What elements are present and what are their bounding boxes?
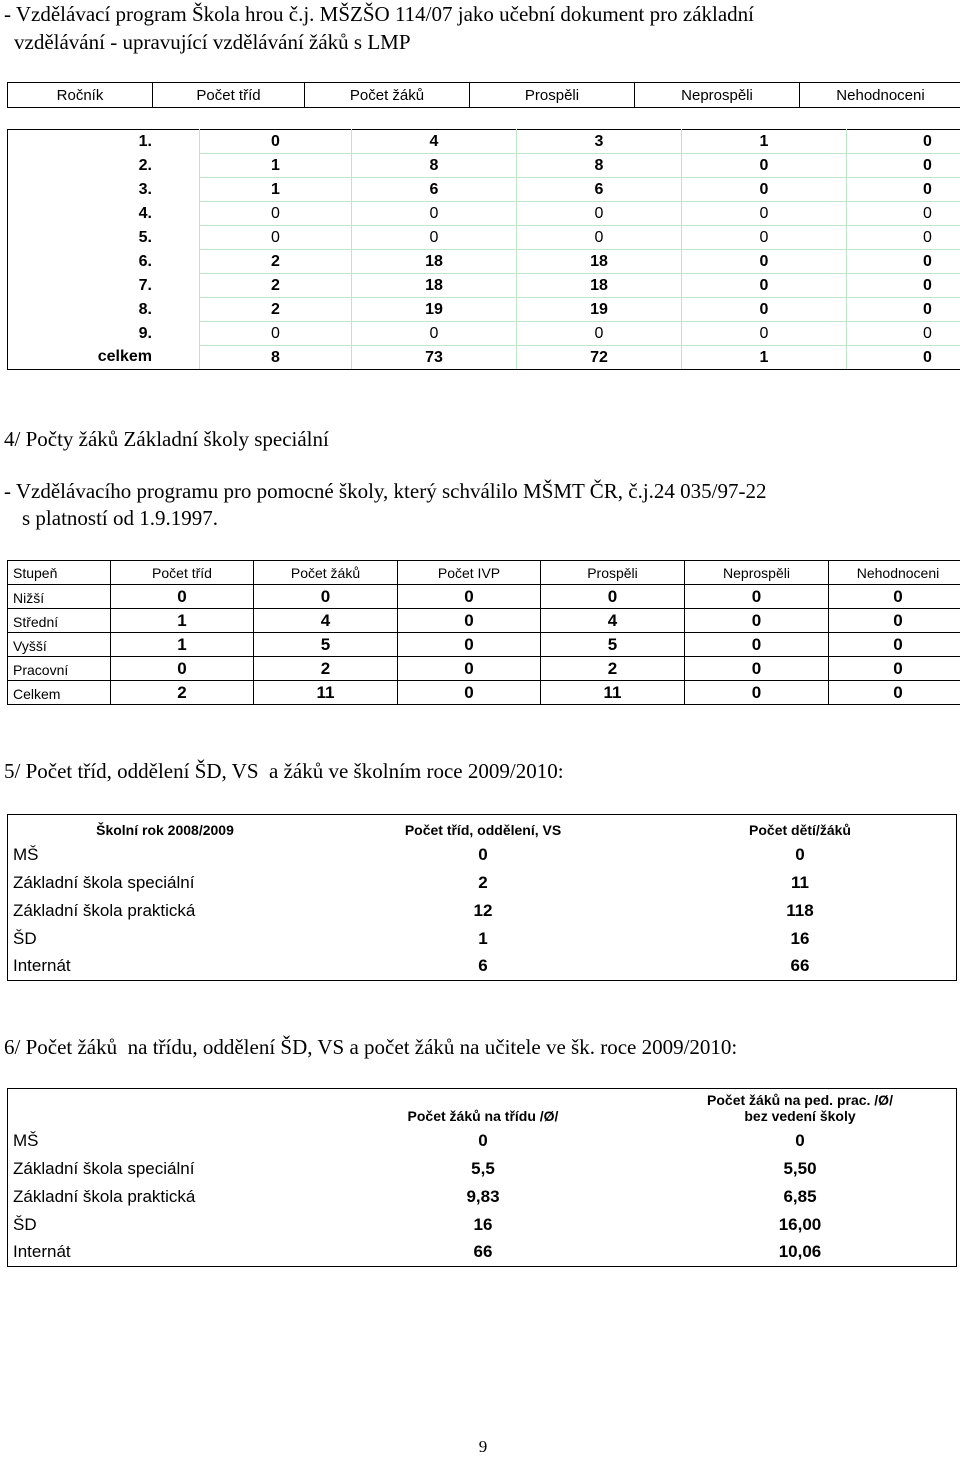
cell-value: 0 bbox=[200, 226, 352, 250]
cell-value: 0 bbox=[352, 226, 517, 250]
cell-value: 0 bbox=[682, 154, 847, 178]
cell-value: 0 bbox=[847, 298, 960, 322]
column-header bbox=[644, 1089, 957, 1127]
column-header: Nehodnoceni bbox=[800, 83, 960, 108]
count-rows bbox=[8, 841, 957, 981]
row-label: Základní škola speciální bbox=[13, 872, 195, 892]
row-label: 3. bbox=[8, 178, 200, 202]
cell-value: 8 bbox=[352, 154, 517, 178]
cell-value: 5 bbox=[541, 633, 685, 657]
table-row bbox=[8, 841, 957, 869]
special-rows bbox=[8, 585, 960, 705]
row-label: ŠD bbox=[13, 928, 37, 948]
cell-value: 1 bbox=[111, 633, 254, 657]
cell-value: 19 bbox=[352, 298, 517, 322]
cell-value: 0 bbox=[685, 633, 829, 657]
cell-value: 0 bbox=[517, 322, 682, 346]
header-per-class: Počet žáků na třídu /Ø/ bbox=[407, 1107, 559, 1124]
cell-value: 3 bbox=[517, 130, 682, 154]
cell-value: 2 bbox=[200, 274, 352, 298]
cell-value: 1 bbox=[682, 346, 847, 370]
column-header bbox=[322, 1089, 644, 1127]
table-row bbox=[8, 897, 957, 925]
row-label: Internát bbox=[13, 1242, 71, 1262]
cell-value: 6 bbox=[517, 178, 682, 202]
section-6-heading: 6/ Počet žáků na třídu, oddělení ŠD, VS a počet žáků na učitele ve šk. roce 2009/2010: bbox=[4, 1035, 738, 1059]
section-5-heading: 5/ Počet tříd, oddělení ŠD, VS a žáků ve školním roce 2009/2010: bbox=[4, 759, 564, 783]
row-label: 4. bbox=[8, 202, 200, 226]
cell-value: 4 bbox=[254, 609, 398, 633]
row-label: Vyšší bbox=[8, 633, 111, 657]
row-label: celkem bbox=[8, 346, 200, 370]
intro-line-2: vzdělávání - upravující vzdělávání žáků s LMP bbox=[14, 30, 411, 54]
cell-value: 0 bbox=[352, 202, 517, 226]
cell-value: 2 bbox=[111, 681, 254, 705]
cell-value: 0 bbox=[847, 346, 960, 370]
row-label: Střední bbox=[8, 609, 111, 633]
cell-value: 66 bbox=[790, 956, 810, 976]
cell-value: 18 bbox=[517, 274, 682, 298]
lmp-header-table bbox=[7, 82, 960, 108]
cell-value: 12 bbox=[473, 900, 493, 920]
header-row bbox=[8, 83, 960, 108]
header-row bbox=[8, 815, 957, 841]
cell-value: 0 bbox=[517, 202, 682, 226]
column-header: Školní rok 2008/2009 bbox=[96, 821, 234, 838]
cell-value: 0 bbox=[847, 226, 960, 250]
cell-value: 2 bbox=[541, 657, 685, 681]
row-label: 2. bbox=[8, 154, 200, 178]
row-label: ŠD bbox=[13, 1214, 37, 1234]
table-row bbox=[8, 298, 960, 322]
cell-value: 19 bbox=[517, 298, 682, 322]
cell-value: 0 bbox=[200, 322, 352, 346]
cell-value: 0 bbox=[200, 130, 352, 154]
cell-value: 1 bbox=[682, 130, 847, 154]
cell-value: 0 bbox=[682, 226, 847, 250]
cell-value: 9,83 bbox=[466, 1186, 500, 1206]
cell-value: 6 bbox=[478, 956, 488, 976]
cell-value: 11 bbox=[541, 681, 685, 705]
column-header: Ročník bbox=[8, 83, 153, 108]
table-row bbox=[8, 609, 960, 633]
column-header: Stupeň bbox=[8, 561, 111, 585]
cell-value: 72 bbox=[517, 346, 682, 370]
table-row bbox=[8, 869, 957, 897]
table-row bbox=[8, 681, 960, 705]
cell-value: 0 bbox=[829, 585, 960, 609]
table-row bbox=[8, 322, 960, 346]
cell-value: 18 bbox=[517, 250, 682, 274]
table-row bbox=[8, 585, 960, 609]
header-per-teacher-line-1: Počet žáků na ped. prac. /Ø/ bbox=[707, 1091, 893, 1108]
cell-value: 0 bbox=[254, 585, 398, 609]
class-count-grid bbox=[7, 814, 957, 981]
header-per-teacher-line-2: bez vedení školy bbox=[744, 1107, 856, 1124]
lmp-data-table bbox=[7, 129, 960, 370]
table-row bbox=[8, 250, 960, 274]
cell-value: 0 bbox=[111, 657, 254, 681]
row-label: Internát bbox=[13, 956, 71, 976]
row-label: 8. bbox=[8, 298, 200, 322]
cell-value: 18 bbox=[352, 274, 517, 298]
ratio-grid bbox=[7, 1088, 957, 1267]
header-blank-cell bbox=[8, 1089, 323, 1127]
cell-value: 6,85 bbox=[783, 1186, 817, 1206]
table-row bbox=[8, 130, 960, 154]
cell-value: 118 bbox=[786, 900, 814, 920]
row-label: Základní škola speciální bbox=[13, 1158, 195, 1178]
cell-value: 73 bbox=[352, 346, 517, 370]
column-header: Počet tříd, oddělení, VS bbox=[404, 821, 562, 838]
cell-value: 0 bbox=[685, 657, 829, 681]
column-header: Počet tříd bbox=[111, 561, 254, 585]
cell-value: 5,50 bbox=[783, 1158, 817, 1178]
cell-value: 0 bbox=[682, 322, 847, 346]
table-row bbox=[8, 657, 960, 681]
row-label: 7. bbox=[8, 274, 200, 298]
cell-value: 16,00 bbox=[778, 1214, 822, 1234]
ratio-table bbox=[7, 1088, 955, 1267]
lmp-table-body bbox=[7, 129, 955, 370]
lmp-header-group bbox=[8, 83, 960, 108]
table-row bbox=[8, 1183, 957, 1211]
cell-value: 0 bbox=[847, 154, 960, 178]
column-header: Počet žáků bbox=[305, 83, 470, 108]
cell-value: 0 bbox=[847, 250, 960, 274]
row-label: MŠ bbox=[13, 844, 39, 864]
cell-value: 0 bbox=[829, 657, 960, 681]
cell-value: 0 bbox=[685, 609, 829, 633]
cell-value: 0 bbox=[795, 1130, 805, 1150]
table-row bbox=[8, 925, 957, 953]
table-row bbox=[8, 633, 960, 657]
cell-value: 2 bbox=[200, 298, 352, 322]
table-row bbox=[8, 953, 957, 981]
cell-value: 0 bbox=[829, 609, 960, 633]
cell-value: 4 bbox=[352, 130, 517, 154]
cell-value: 16 bbox=[473, 1214, 493, 1234]
column-header: Nehodnoceni bbox=[829, 561, 960, 585]
cell-value: 0 bbox=[478, 1130, 488, 1150]
cell-value: 0 bbox=[847, 322, 960, 346]
table-row bbox=[8, 1155, 957, 1183]
cell-value: 11 bbox=[791, 872, 809, 892]
cell-value: 0 bbox=[398, 609, 541, 633]
row-label: Celkem bbox=[8, 681, 111, 705]
cell-value: 2 bbox=[478, 872, 488, 892]
cell-value: 0 bbox=[398, 633, 541, 657]
cell-value: 0 bbox=[682, 250, 847, 274]
cell-value: 0 bbox=[352, 322, 517, 346]
cell-value: 0 bbox=[517, 226, 682, 250]
lmp-rows bbox=[8, 130, 960, 370]
row-label: Základní škola praktická bbox=[13, 1186, 196, 1206]
class-count-table bbox=[7, 814, 955, 981]
cell-value: 18 bbox=[352, 250, 517, 274]
cell-value: 4 bbox=[541, 609, 685, 633]
row-label: Pracovní bbox=[8, 657, 111, 681]
cell-value: 16 bbox=[790, 928, 810, 948]
page-number: 9 bbox=[478, 1437, 488, 1456]
header-row bbox=[8, 1089, 957, 1127]
lmp-table-header bbox=[7, 82, 955, 108]
header-row bbox=[8, 561, 960, 585]
column-header: Neprospěli bbox=[635, 83, 800, 108]
cell-value: 11 bbox=[254, 681, 398, 705]
cell-value: 1 bbox=[478, 928, 488, 948]
cell-value: 8 bbox=[200, 346, 352, 370]
cell-value: 0 bbox=[398, 585, 541, 609]
cell-value: 0 bbox=[111, 585, 254, 609]
cell-value: 0 bbox=[398, 681, 541, 705]
cell-value: 0 bbox=[541, 585, 685, 609]
row-label: 5. bbox=[8, 226, 200, 250]
cell-value: 0 bbox=[398, 657, 541, 681]
cell-value: 0 bbox=[682, 202, 847, 226]
column-header: Počet dětí/žáků bbox=[749, 821, 851, 838]
cell-value: 0 bbox=[847, 130, 960, 154]
special-header-group bbox=[8, 561, 960, 585]
cell-value: 5,5 bbox=[471, 1158, 495, 1178]
column-header: Počet tříd bbox=[153, 83, 305, 108]
cell-value: 0 bbox=[682, 274, 847, 298]
cell-value: 0 bbox=[682, 298, 847, 322]
cell-value: 0 bbox=[682, 178, 847, 202]
cell-value: 6 bbox=[352, 178, 517, 202]
table-row bbox=[8, 274, 960, 298]
row-label: Základní škola praktická bbox=[13, 900, 196, 920]
column-header: Počet žáků bbox=[254, 561, 398, 585]
table-row bbox=[8, 1127, 957, 1155]
cell-value: 66 bbox=[473, 1242, 493, 1262]
cell-value: 2 bbox=[254, 657, 398, 681]
cell-value: 0 bbox=[847, 274, 960, 298]
row-label: 1. bbox=[8, 130, 200, 154]
table-row bbox=[8, 154, 960, 178]
table-row bbox=[8, 178, 960, 202]
row-label: 6. bbox=[8, 250, 200, 274]
special-school-table bbox=[7, 560, 955, 705]
special-school-grid bbox=[7, 560, 960, 705]
cell-value: 1 bbox=[111, 609, 254, 633]
row-label: MŠ bbox=[13, 1130, 39, 1150]
column-header: Počet IVP bbox=[398, 561, 541, 585]
cell-value: 0 bbox=[685, 681, 829, 705]
section-4-heading: 4/ Počty žáků Základní školy speciální bbox=[4, 427, 329, 451]
table-row bbox=[8, 346, 960, 370]
cell-value: 10,06 bbox=[778, 1242, 822, 1262]
cell-value: 0 bbox=[795, 844, 805, 864]
ratio-header-group bbox=[8, 1089, 957, 1127]
cell-value: 0 bbox=[847, 202, 960, 226]
count-header-group bbox=[8, 815, 957, 841]
intro-line-1: - Vzdělávací program Škola hrou č.j. MŠZŠO 114/07 jako učební dokument pro základní bbox=[4, 2, 755, 26]
cell-value: 0 bbox=[829, 681, 960, 705]
table-row bbox=[8, 1211, 957, 1239]
cell-value: 1 bbox=[200, 178, 352, 202]
program-line-2: s platností od 1.9.1997. bbox=[22, 506, 219, 530]
program-line-1: - Vzdělávacího programu pro pomocné školy, který schválilo MŠMT ČR, č.j.24 035/97-22 bbox=[4, 479, 767, 503]
cell-value: 0 bbox=[478, 844, 488, 864]
table-row bbox=[8, 226, 960, 250]
table-row bbox=[8, 202, 960, 226]
row-label: 9. bbox=[8, 322, 200, 346]
cell-value: 0 bbox=[685, 585, 829, 609]
row-label: Nižší bbox=[8, 585, 111, 609]
cell-value: 1 bbox=[200, 154, 352, 178]
cell-value: 2 bbox=[200, 250, 352, 274]
column-header: Prospěli bbox=[541, 561, 685, 585]
cell-value: 0 bbox=[200, 202, 352, 226]
cell-value: 0 bbox=[847, 178, 960, 202]
column-header: Prospěli bbox=[470, 83, 635, 108]
cell-value: 5 bbox=[254, 633, 398, 657]
table-row bbox=[8, 1239, 957, 1267]
cell-value: 8 bbox=[517, 154, 682, 178]
ratio-rows bbox=[8, 1127, 957, 1267]
cell-value: 0 bbox=[829, 633, 960, 657]
column-header: Neprospěli bbox=[685, 561, 829, 585]
